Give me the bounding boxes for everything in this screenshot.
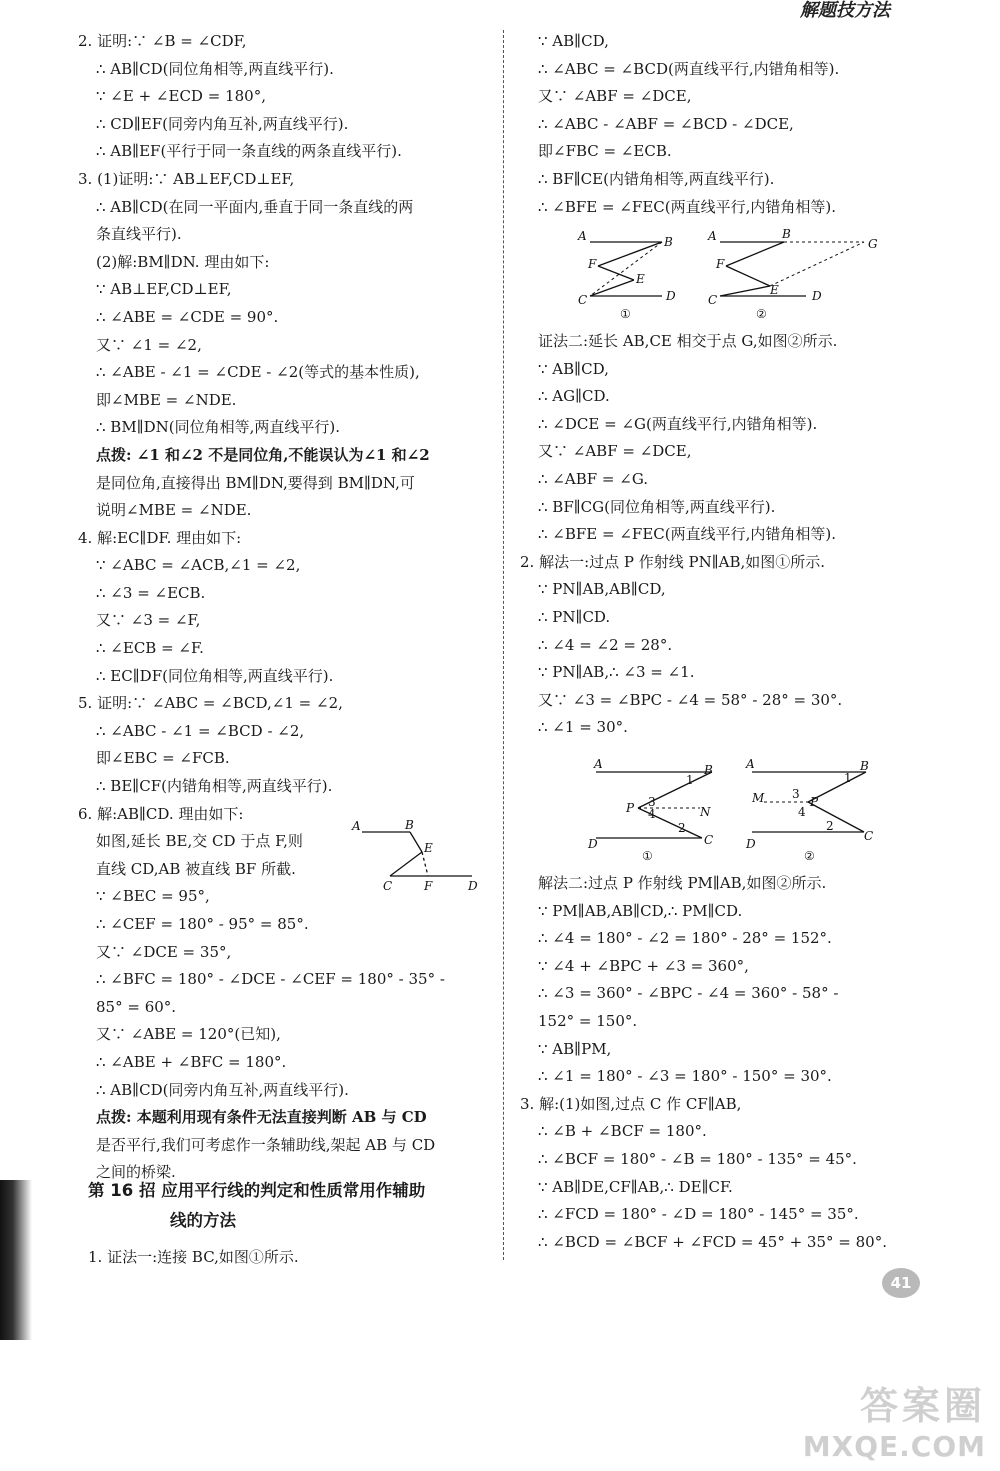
fig2b-label: B [860,759,869,773]
fig1a-label: E [636,272,645,286]
text-line: ∴ BE∥CF(内错角相等,两直线平行). [96,777,333,796]
page-number-badge: 41 [882,1268,920,1298]
figure-problem-1 [570,228,890,324]
text-line: ∵ ∠E + ∠ECD = 180°, [96,87,266,106]
fig1b-label: B [782,228,791,241]
column-divider [503,30,504,1260]
fig6-label: C [383,879,393,893]
right-block-a [520,28,920,221]
section-title [88,1176,498,1236]
fig2a-label: P [626,801,635,815]
fig2a-label: N [700,805,711,819]
fig2b-caption: ② [804,849,815,863]
text-line: ∴ ∠1 = 30°. [538,718,628,737]
fig6-label: D [468,879,478,893]
fig1b-label: A [708,229,717,243]
text-line: 即∠MBE = ∠NDE. [96,390,237,409]
section-title-line1: 第 16 招 应用平行线的判定和性质常用作辅助 [88,1181,426,1200]
section-first-line: 1. 证法一:连接 BC,如图①所示. [88,1248,299,1266]
text-line: 是否平行,我们可考虑作一条辅助线,架起 AB 与 CD [96,1135,436,1154]
text-line: ∴ BF∥CG(同位角相等,两直线平行). [538,497,776,516]
text-line: ∵ PM∥AB,AB∥CD,∴ PM∥CD. [538,901,743,920]
text-line: ∴ ∠ABC - ∠ABF = ∠BCD - ∠DCE, [538,114,794,133]
watermark [803,1375,986,1463]
text-line: 点拨: 本题利用现有条件无法直接判断 AB 与 CD [96,1108,427,1127]
text-line: ∴ AB∥CD(同位角相等,两直线平行). [96,59,334,78]
fig2b-label: M [752,791,765,805]
fig2b-label: 2 [826,819,834,833]
text-line: ∵ ∠BEC = 95°, [96,887,210,906]
fig2a-label: C [704,833,714,847]
fig2b-label: 4 [798,805,806,819]
text-line: ∴ BM∥DN(同位角相等,两直线平行). [96,418,341,437]
header-title: 解题技方法 [800,0,890,21]
fig2b-label: A [746,757,755,771]
fig6-label: B [405,820,414,832]
text-line: ∴ ∠ABC - ∠1 = ∠BCD - ∠2, [96,721,305,740]
text-line: ∵ AB∥CD, [538,359,609,378]
text-line: ∴ AB∥CD(同旁内角互补,两直线平行). [96,1080,349,1099]
fig2a-label: 3 [648,795,656,809]
text-line: 5. 证明:∵ ∠ABC = ∠BCD,∠1 = ∠2, [78,694,343,713]
text-line: 证法二:延长 AB,CE 相交于点 G,如图②所示. [538,332,838,350]
right-block-c [520,870,920,1256]
fig1a-label: A [578,229,587,243]
text-line: ∴ ∠FCD = 180° - ∠D = 180° - 145° = 35°. [538,1205,859,1224]
text-line: 直线 CD,AB 被直线 BF 所截. [96,859,296,878]
text-line: 又∵ ∠1 = ∠2, [96,335,202,354]
text-line: 条直线平行). [96,225,182,244]
text-line: 又∵ ∠3 = ∠F, [96,611,201,630]
text-line: 又∵ ∠3 = ∠BPC - ∠4 = 58° - 28° = 30°. [538,690,843,709]
text-line: ∴ ∠BFC = 180° - ∠DCE - ∠CEF = 180° - 35° - [96,970,445,989]
watermark-line2: MXQE.COM [802,1430,986,1463]
text-line: (2)解:BM∥DN. 理由如下: [96,252,270,271]
fig1b-label: D [812,289,822,303]
fig2a-label: D [588,837,598,851]
text-line: ∴ ∠ABF = ∠G. [538,469,649,488]
right-block-b [520,328,920,742]
text-line: 之间的桥梁. [96,1163,176,1182]
fig2a-label: 1 [686,773,694,787]
fig6-label: F [424,879,433,893]
fig1a-label: D [666,289,676,303]
text-line: ∴ ∠ABE - ∠1 = ∠CDE - ∠2(等式的基本性质), [96,363,420,382]
watermark-line1: 答案圈 [859,1384,986,1428]
text-line: 又∵ ∠ABE = 120°(已知), [96,1025,281,1044]
text-line: ∵ ∠4 + ∠BPC + ∠3 = 360°, [538,956,749,975]
text-line: 又∵ ∠DCE = 35°, [96,942,232,961]
fig1a-label: B [664,235,673,249]
text-line: ∴ ∠4 = ∠2 = 28°. [538,635,673,654]
fig2b-label: D [746,837,756,851]
text-line: ∴ AB∥CD(在同一平面内,垂直于同一条直线的两 [96,197,414,216]
text-line: ∴ ∠3 = 360° - ∠BPC - ∠4 = 360° - 58° - [538,984,839,1003]
text-line: 85° = 60°. [96,997,177,1016]
text-line: 3. (1)证明:∵ AB⊥EF,CD⊥EF, [78,169,295,188]
text-line: ∴ ∠1 = 180° - ∠3 = 180° - 150° = 30°. [538,1067,832,1086]
text-line: ∵ ∠ABC = ∠ACB,∠1 = ∠2, [96,556,301,575]
text-line: 是同位角,直接得出 BM∥DN,要得到 BM∥DN,可 [96,473,415,492]
fig2b-label: 3 [792,787,800,801]
text-line: ∴ AG∥CD. [538,387,610,406]
fig1b-label: C [708,293,718,307]
page-edge-shadow [0,1180,32,1340]
fig1a-label: C [578,293,588,307]
text-line: 又∵ ∠ABF = ∠DCE, [538,442,692,461]
text-line: 点拨: ∠1 和∠2 不是同位角,不能误认为∠1 和∠2 [96,445,430,464]
text-line: ∵ PN∥AB,AB∥CD, [538,580,666,599]
text-line: 解法二:过点 P 作射线 PM∥AB,如图②所示. [538,874,827,892]
text-line: 即∠FBC = ∠ECB. [538,142,672,161]
fig1a-label: F [588,257,597,271]
text-line: ∴ ∠BFE = ∠FEC(两直线平行,内错角相等). [538,197,837,216]
text-line: 6. 解:AB∥CD. 理由如下: [78,804,244,823]
left-column [78,28,488,1187]
text-line: ∴ AB∥EF(平行于同一条直线的两条直线平行). [96,142,402,161]
text-line: ∴ PN∥CD. [538,607,611,626]
figure-problem-2 [582,752,882,864]
text-line: ∵ AB⊥EF,CD⊥EF, [96,280,232,299]
fig1b-label: E [770,283,779,297]
figure-problem-6 [350,820,490,895]
fig1b-caption: ② [756,307,767,321]
text-line: ∴ ∠CEF = 180° - 95° = 85°. [96,915,309,933]
fig2a-label: 2 [678,821,686,835]
text-line: ∴ ∠ECB = ∠F. [96,639,204,658]
section-title-line2: 线的方法 [170,1211,236,1230]
fig2a-label: A [594,757,603,771]
text-line: ∴ CD∥EF(同旁内角互补,两直线平行). [96,114,349,133]
fig6-label: E [424,841,433,855]
right-column [520,28,920,221]
text-line: 3. 解:(1)如图,过点 C 作 CF∥AB, [520,1094,742,1113]
text-line: 说明∠MBE = ∠NDE. [96,501,252,520]
text-line: ∴ ∠BCD = ∠BCF + ∠FCD = 45° + 35° = 80°. [538,1232,887,1251]
text-line: ∵ AB∥CD, [538,32,609,50]
text-line: ∴ ∠ABE = ∠CDE = 90°. [96,307,279,326]
fig1a-caption: ① [620,307,631,321]
fig2a-caption: ① [642,849,653,863]
text-line: ∴ ∠BCF = 180° - ∠B = 180° - 135° = 45°. [538,1149,857,1168]
text-line: ∵ AB∥DE,CF∥AB,∴ DE∥CF. [538,1177,733,1196]
text-line: 152° = 150°. [538,1011,638,1030]
text-line: ∴ ∠4 = 180° - ∠2 = 180° - 28° = 152°. [538,929,832,948]
fig2b-label: C [864,829,874,843]
text-line: 2. 证明:∵ ∠B = ∠CDF, [78,32,247,50]
fig6-label: A [352,820,361,833]
text-line: ∴ ∠3 = ∠ECB. [96,583,206,602]
text-line: 即∠EBC = ∠FCB. [96,749,230,768]
fig2a-label: 4 [648,807,656,821]
fig2a-label: B [704,763,713,777]
text-line: ∵ AB∥PM, [538,1039,612,1058]
text-line: ∴ ∠B + ∠BCF = 180°. [538,1122,707,1141]
text-line: ∴ ∠ABC = ∠BCD(两直线平行,内错角相等). [538,59,840,78]
fig2b-label: P [810,795,819,809]
text-line: ∴ EC∥DF(同位角相等,两直线平行). [96,666,334,685]
text-line: ∴ ∠ABE + ∠BFC = 180°. [96,1052,287,1071]
text-line: ∵ PN∥AB,∴ ∠3 = ∠1. [538,663,695,682]
text-line: ∴ BF∥CE(内错角相等,两直线平行). [538,169,775,188]
text-line: 如图,延长 BE,交 CD 于点 F,则 [96,832,303,851]
text-line: 2. 解法一:过点 P 作射线 PN∥AB,如图①所示. [520,552,826,571]
fig1b-label: F [716,257,725,271]
text-line: 又∵ ∠ABF = ∠DCE, [538,87,692,106]
fig1b-label: G [868,237,878,251]
text-line: ∴ ∠BFE = ∠FEC(两直线平行,内错角相等). [538,525,837,544]
text-line: 4. 解:EC∥DF. 理由如下: [78,528,242,547]
text-line: ∴ ∠DCE = ∠G(两直线平行,内错角相等). [538,414,818,433]
fig2b-label: 1 [844,771,852,785]
